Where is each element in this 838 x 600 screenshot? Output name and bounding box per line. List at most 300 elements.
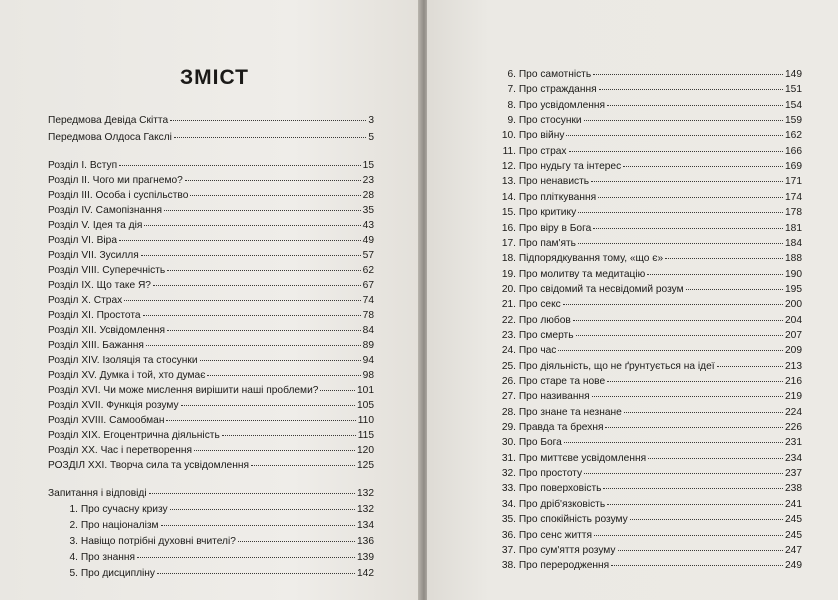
toc-entry	[48, 459, 374, 472]
leader-dots	[584, 473, 783, 474]
leader-dots	[578, 243, 783, 244]
entry-page: 110	[357, 415, 374, 426]
entry-page: 190	[785, 268, 802, 280]
toc-entry	[500, 160, 802, 173]
entry-page: 57	[362, 250, 374, 261]
toc-entry	[48, 294, 374, 307]
entry-number: 17.	[501, 237, 516, 249]
entry-number: 29.	[501, 422, 516, 434]
leader-dots	[149, 493, 355, 494]
entry-page: 139	[357, 552, 374, 563]
entry-text: Правда та брехня	[518, 422, 604, 434]
toc-entry	[48, 414, 374, 427]
entry-label	[64, 567, 155, 580]
leader-dots	[624, 412, 783, 413]
entry-number: 35.	[501, 514, 516, 526]
leader-dots	[618, 550, 783, 551]
entry-page: 209	[785, 345, 802, 357]
entry-page: 3	[368, 115, 374, 126]
leader-dots	[181, 405, 355, 406]
entry-text: Про любов	[518, 314, 571, 326]
toc-entry	[48, 219, 374, 232]
entry-page: 5	[368, 132, 374, 143]
entry-page: 249	[785, 560, 802, 572]
entry-page: 67	[362, 280, 374, 291]
entry-label	[500, 237, 576, 250]
leader-dots	[717, 366, 783, 367]
entry-number: 9.	[507, 115, 516, 127]
entry-page: 15	[362, 160, 374, 171]
leader-dots	[686, 289, 783, 290]
entry-page: 142	[357, 568, 374, 579]
entry-label: РОЗДІЛ XXI. Творча сила та усвідомлення	[48, 460, 249, 471]
entry-page: 224	[785, 406, 802, 418]
entry-label: Розділ XIV. Ізоляція та стосунки	[48, 355, 198, 366]
leader-dots	[200, 360, 361, 361]
toc-entry	[500, 498, 802, 511]
toc-entry	[48, 339, 374, 352]
entry-number: 15.	[501, 207, 516, 219]
entry-number: 25.	[501, 360, 516, 372]
toc-entry	[500, 559, 802, 572]
entry-page: 241	[785, 498, 802, 510]
entry-label: Розділ XVIII. Самообман	[48, 415, 165, 426]
toc-entry	[48, 249, 374, 262]
toc-entry	[64, 503, 374, 516]
toc-entry	[500, 175, 802, 188]
entry-page: 159	[785, 115, 802, 127]
entry-page: 166	[785, 145, 802, 157]
entry-label	[500, 175, 589, 188]
toc-entry	[500, 222, 802, 235]
leader-dots	[598, 197, 783, 198]
leader-dots	[592, 396, 783, 397]
entry-number: 26.	[501, 376, 516, 387]
entry-label	[500, 160, 621, 173]
entry-text: Про свідомий та несвідомий розум	[518, 283, 684, 295]
toc-entry	[48, 487, 374, 500]
toc-entry	[64, 535, 374, 548]
entry-number: 5.	[69, 568, 78, 579]
leader-dots	[569, 151, 783, 152]
entry-page: 169	[785, 161, 802, 173]
leader-dots	[599, 89, 783, 90]
entry-page: 120	[357, 445, 374, 456]
entry-number: 21.	[501, 299, 516, 311]
entry-page: 98	[362, 370, 374, 381]
toc-entry	[500, 145, 802, 158]
toc-entry	[48, 279, 374, 292]
entry-label: Розділ XV. Думка і той, хто думає	[48, 370, 206, 381]
leader-dots	[603, 488, 783, 489]
entry-text: Про називання	[518, 391, 590, 403]
entry-number: 20.	[501, 283, 516, 295]
entry-label	[500, 513, 628, 526]
leader-dots	[563, 304, 783, 305]
leader-dots	[164, 210, 361, 211]
leader-dots	[320, 390, 355, 391]
entry-text: Про старе та нове	[518, 376, 606, 387]
entry-page: 181	[785, 222, 802, 234]
entry-label	[64, 551, 135, 564]
entry-text: Про страх	[518, 145, 567, 157]
entry-page: 216	[785, 376, 802, 387]
toc-entry	[500, 283, 802, 296]
entry-label: Розділ II. Чого ми прагнемо?	[48, 175, 183, 186]
entry-label	[500, 206, 576, 219]
entry-text: Навіщо потрібні духовні вчителі?	[80, 536, 236, 547]
entry-label: Розділ I. Вступ	[48, 160, 118, 171]
entry-label	[500, 452, 646, 465]
entry-page: 195	[785, 283, 802, 295]
entry-text: Про дріб'язковість	[518, 498, 606, 510]
toc-entry	[48, 444, 374, 457]
leader-dots	[167, 330, 361, 331]
leader-dots	[665, 258, 783, 259]
toc-entry	[48, 399, 374, 412]
entry-label	[500, 390, 590, 403]
entry-page: 238	[785, 483, 802, 495]
entry-text: Про молитву та медитацію	[518, 268, 646, 280]
leader-dots	[124, 300, 360, 301]
toc-entry	[48, 429, 374, 442]
leader-dots	[157, 573, 355, 574]
leader-dots	[605, 427, 783, 428]
entry-page: 136	[357, 536, 374, 547]
toc-entry	[48, 384, 374, 397]
leader-dots	[630, 519, 783, 520]
toc-entry	[500, 114, 802, 127]
entry-text: Про поверховість	[518, 483, 602, 495]
entry-number: 13.	[501, 176, 516, 188]
leader-dots	[573, 320, 783, 321]
entry-label	[64, 535, 236, 548]
entry-number: 16.	[501, 222, 516, 234]
entry-label	[500, 314, 571, 327]
entry-label: Розділ VI. Віра	[48, 235, 118, 246]
entry-number: 37.	[501, 544, 516, 556]
leader-dots	[161, 525, 355, 526]
entry-page: 101	[357, 385, 374, 396]
entry-page: 231	[785, 437, 802, 449]
entry-label	[500, 191, 596, 204]
toc-entry	[500, 467, 802, 480]
toc-entry	[64, 567, 374, 580]
leader-dots	[623, 166, 783, 167]
entry-page: 62	[362, 265, 374, 276]
leader-dots	[141, 255, 361, 256]
entry-label	[500, 222, 591, 235]
entry-number: 7.	[507, 84, 516, 96]
toc-entry	[500, 298, 802, 311]
entry-number: 23.	[501, 329, 516, 341]
entry-page: 149	[785, 69, 802, 80]
entry-label: Передмова Олдоса Гакслі	[48, 132, 172, 143]
toc-entry	[48, 234, 374, 247]
entry-page: 247	[785, 544, 802, 556]
leader-dots	[144, 225, 360, 226]
entry-label: Розділ III. Особа і суспільство	[48, 190, 189, 201]
leader-dots	[207, 375, 360, 376]
toc-entry	[500, 252, 802, 265]
leader-dots	[174, 137, 366, 138]
entry-page: 188	[785, 253, 802, 265]
entry-number: 22.	[501, 314, 516, 326]
entry-text: Про секс	[518, 299, 561, 311]
entry-label	[500, 436, 562, 449]
entry-text: Про знання	[80, 552, 136, 563]
toc-entry	[500, 360, 802, 373]
entry-text: Про час	[518, 345, 557, 357]
entry-label	[500, 529, 592, 542]
toc-entry	[500, 237, 802, 250]
entry-number: 28.	[501, 406, 516, 418]
entry-page: 207	[785, 329, 802, 341]
entry-page: 132	[357, 488, 374, 499]
toc-entry	[500, 129, 802, 142]
entry-page: 219	[785, 391, 802, 403]
entry-label: Розділ XVII. Функція розуму	[48, 400, 179, 411]
entry-label	[500, 99, 605, 112]
entry-label	[500, 129, 564, 142]
toc-entry	[48, 174, 374, 187]
entry-page: 43	[362, 220, 374, 231]
entry-page: 154	[785, 99, 802, 111]
leader-dots	[251, 465, 355, 466]
entry-page: 94	[362, 355, 374, 366]
leader-dots	[594, 535, 783, 536]
entry-label	[500, 421, 603, 434]
entry-number: 8.	[507, 99, 516, 111]
entry-page: 78	[362, 310, 374, 321]
entry-page: 245	[785, 529, 802, 541]
entry-text: Про миттєве усвідомлення	[518, 452, 647, 464]
entry-number: 30.	[501, 437, 516, 449]
leader-dots	[119, 165, 361, 166]
entry-number: 31.	[501, 452, 516, 464]
entry-number: 1.	[69, 504, 78, 515]
leader-dots	[648, 458, 783, 459]
entry-label	[500, 467, 582, 480]
entry-page: 134	[357, 520, 374, 531]
entry-text: Про усвідомлення	[518, 99, 606, 111]
toc-entry	[500, 544, 802, 557]
entry-label	[500, 498, 605, 511]
entry-number: 36.	[501, 529, 516, 541]
entry-number: 3.	[69, 536, 78, 547]
leader-dots	[564, 442, 783, 443]
toc-entry	[500, 452, 802, 465]
leader-dots	[584, 120, 783, 121]
leader-dots	[194, 450, 355, 451]
entry-page: 105	[357, 400, 374, 411]
entry-number: 19.	[501, 268, 516, 280]
toc-entry	[500, 482, 802, 495]
toc-entry	[500, 436, 802, 449]
entry-text: Про критику	[518, 207, 577, 219]
entry-label	[500, 83, 597, 96]
entry-text: Підпорядкування тому, «що є»	[518, 253, 664, 265]
page-title: ЗМІСТ	[180, 66, 249, 89]
entry-label: Передмова Девіда Скітта	[48, 115, 169, 126]
entry-page: 200	[785, 299, 802, 311]
entry-page: 178	[785, 207, 802, 219]
entry-text: Про простоту	[518, 468, 583, 480]
entry-label	[500, 482, 601, 495]
leader-dots	[591, 181, 783, 182]
entry-number: 27.	[501, 391, 516, 403]
entry-number: 12.	[501, 161, 516, 173]
entry-text: Про сучасну кризу	[80, 504, 168, 515]
leader-dots	[170, 509, 355, 510]
leader-dots	[607, 381, 783, 382]
toc-entry	[48, 264, 374, 277]
entry-label	[500, 68, 591, 81]
entry-label	[500, 360, 715, 373]
entry-label	[64, 519, 159, 532]
entry-text: Про смерть	[518, 329, 574, 341]
leader-dots	[222, 435, 356, 436]
entry-page: 49	[362, 235, 374, 246]
entry-label: Розділ IX. Що таке Я?	[48, 280, 151, 291]
leader-dots	[170, 120, 366, 121]
entry-page: 74	[362, 295, 374, 306]
toc-entry	[48, 131, 374, 144]
leader-dots	[190, 195, 360, 196]
entry-label: Розділ XX. Час і перетворення	[48, 445, 192, 456]
entry-label: Запитання і відповіді	[48, 488, 147, 499]
entry-page: 213	[785, 360, 802, 372]
entry-label	[500, 298, 561, 311]
entry-number: 18.	[501, 253, 516, 265]
entry-page: 226	[785, 422, 802, 434]
entry-label	[500, 268, 645, 281]
entry-number: 32.	[501, 468, 516, 480]
entry-label	[500, 344, 556, 357]
entry-text: Про війну	[518, 130, 565, 142]
entry-label: Розділ VII. Зусилля	[48, 250, 139, 261]
entry-label	[500, 559, 609, 572]
toc-entry	[48, 369, 374, 382]
toc-entry	[500, 344, 802, 357]
entry-text: Про нудьгу та інтерес	[518, 161, 622, 173]
toc-entry	[48, 189, 374, 202]
entry-text: Про знане та незнане	[518, 406, 622, 418]
entry-page: 115	[357, 430, 374, 441]
leader-dots	[146, 345, 361, 346]
entry-page: 234	[785, 452, 802, 464]
entry-number: 34.	[501, 498, 516, 510]
entry-label	[500, 544, 616, 557]
entry-page: 125	[357, 460, 374, 471]
leader-dots	[167, 270, 360, 271]
entry-text: Про дисципліну	[80, 568, 156, 579]
entry-label	[500, 375, 605, 388]
entry-page: 204	[785, 314, 802, 326]
entry-text: Про стосунки	[518, 115, 582, 127]
entry-label	[500, 252, 663, 265]
right-page	[427, 0, 838, 600]
toc-entry	[500, 329, 802, 342]
entry-label: Розділ XIX. Егоцентрична діяльність	[48, 430, 220, 441]
leader-dots	[611, 565, 783, 566]
entry-label: Розділ XII. Усвідомлення	[48, 325, 165, 336]
leader-dots	[153, 285, 361, 286]
entry-label	[64, 503, 168, 516]
leader-dots	[238, 541, 355, 542]
entry-page: 174	[785, 191, 802, 203]
entry-label	[500, 283, 684, 296]
entry-label: Розділ VIII. Суперечність	[48, 265, 166, 276]
entry-text: Про пам'ять	[518, 237, 576, 249]
toc-entry	[48, 324, 374, 337]
entry-number: 10.	[501, 130, 516, 142]
entry-number: 38.	[501, 560, 516, 572]
leader-dots	[119, 240, 361, 241]
toc-entry	[48, 204, 374, 217]
entry-label: Розділ XI. Простота	[48, 310, 141, 321]
leader-dots	[185, 180, 361, 181]
entry-text: Про діяльність, що не ґрунтується на ідеї	[518, 360, 715, 372]
toc-entry	[48, 309, 374, 322]
entry-label: Розділ XIII. Бажання	[48, 340, 144, 351]
entry-page: 171	[785, 176, 802, 188]
leader-dots	[166, 420, 355, 421]
leader-dots	[558, 350, 783, 351]
toc-entry	[48, 159, 374, 172]
entry-text: Про ненависть	[518, 176, 590, 188]
toc-entry	[64, 519, 374, 532]
leader-dots	[143, 315, 361, 316]
entry-label	[500, 114, 582, 127]
entry-text: Про віру в Бога	[518, 222, 592, 234]
toc-entry	[500, 529, 802, 542]
entry-label	[500, 406, 622, 419]
entry-text: Про Бога	[518, 437, 562, 449]
entry-page: 28	[362, 190, 374, 201]
entry-text: Про пліткування	[518, 191, 597, 203]
entry-page: 162	[785, 130, 802, 142]
leader-dots	[607, 105, 783, 106]
leader-dots	[607, 504, 783, 505]
leader-dots	[647, 274, 783, 275]
entry-text: Про сенс життя	[518, 529, 592, 541]
entry-label: Розділ XVI. Чи може мислення вирішити наші проблеми?	[48, 385, 319, 396]
entry-page: 245	[785, 514, 802, 526]
toc-entry	[500, 314, 802, 327]
toc-entry	[500, 390, 802, 403]
toc-entry	[500, 421, 802, 434]
entry-text: Про сум'яття розуму	[518, 544, 616, 556]
entry-number: 33.	[501, 483, 516, 495]
entry-text: Про страждання	[518, 84, 597, 96]
entry-page: 184	[785, 237, 802, 249]
leader-dots	[566, 135, 783, 136]
entry-number: 2.	[69, 520, 78, 531]
leader-dots	[578, 212, 783, 213]
entry-number: 4.	[69, 552, 78, 563]
toc-entry	[500, 268, 802, 281]
toc-entry	[48, 354, 374, 367]
toc-entry	[48, 114, 374, 127]
entry-text: Про самотність	[518, 69, 592, 80]
leader-dots	[593, 228, 783, 229]
entry-number: 14.	[501, 191, 516, 203]
entry-text: Про націоналізм	[80, 520, 159, 531]
toc-entry	[500, 375, 802, 388]
leader-dots	[137, 557, 355, 558]
entry-page: 23	[362, 175, 374, 186]
